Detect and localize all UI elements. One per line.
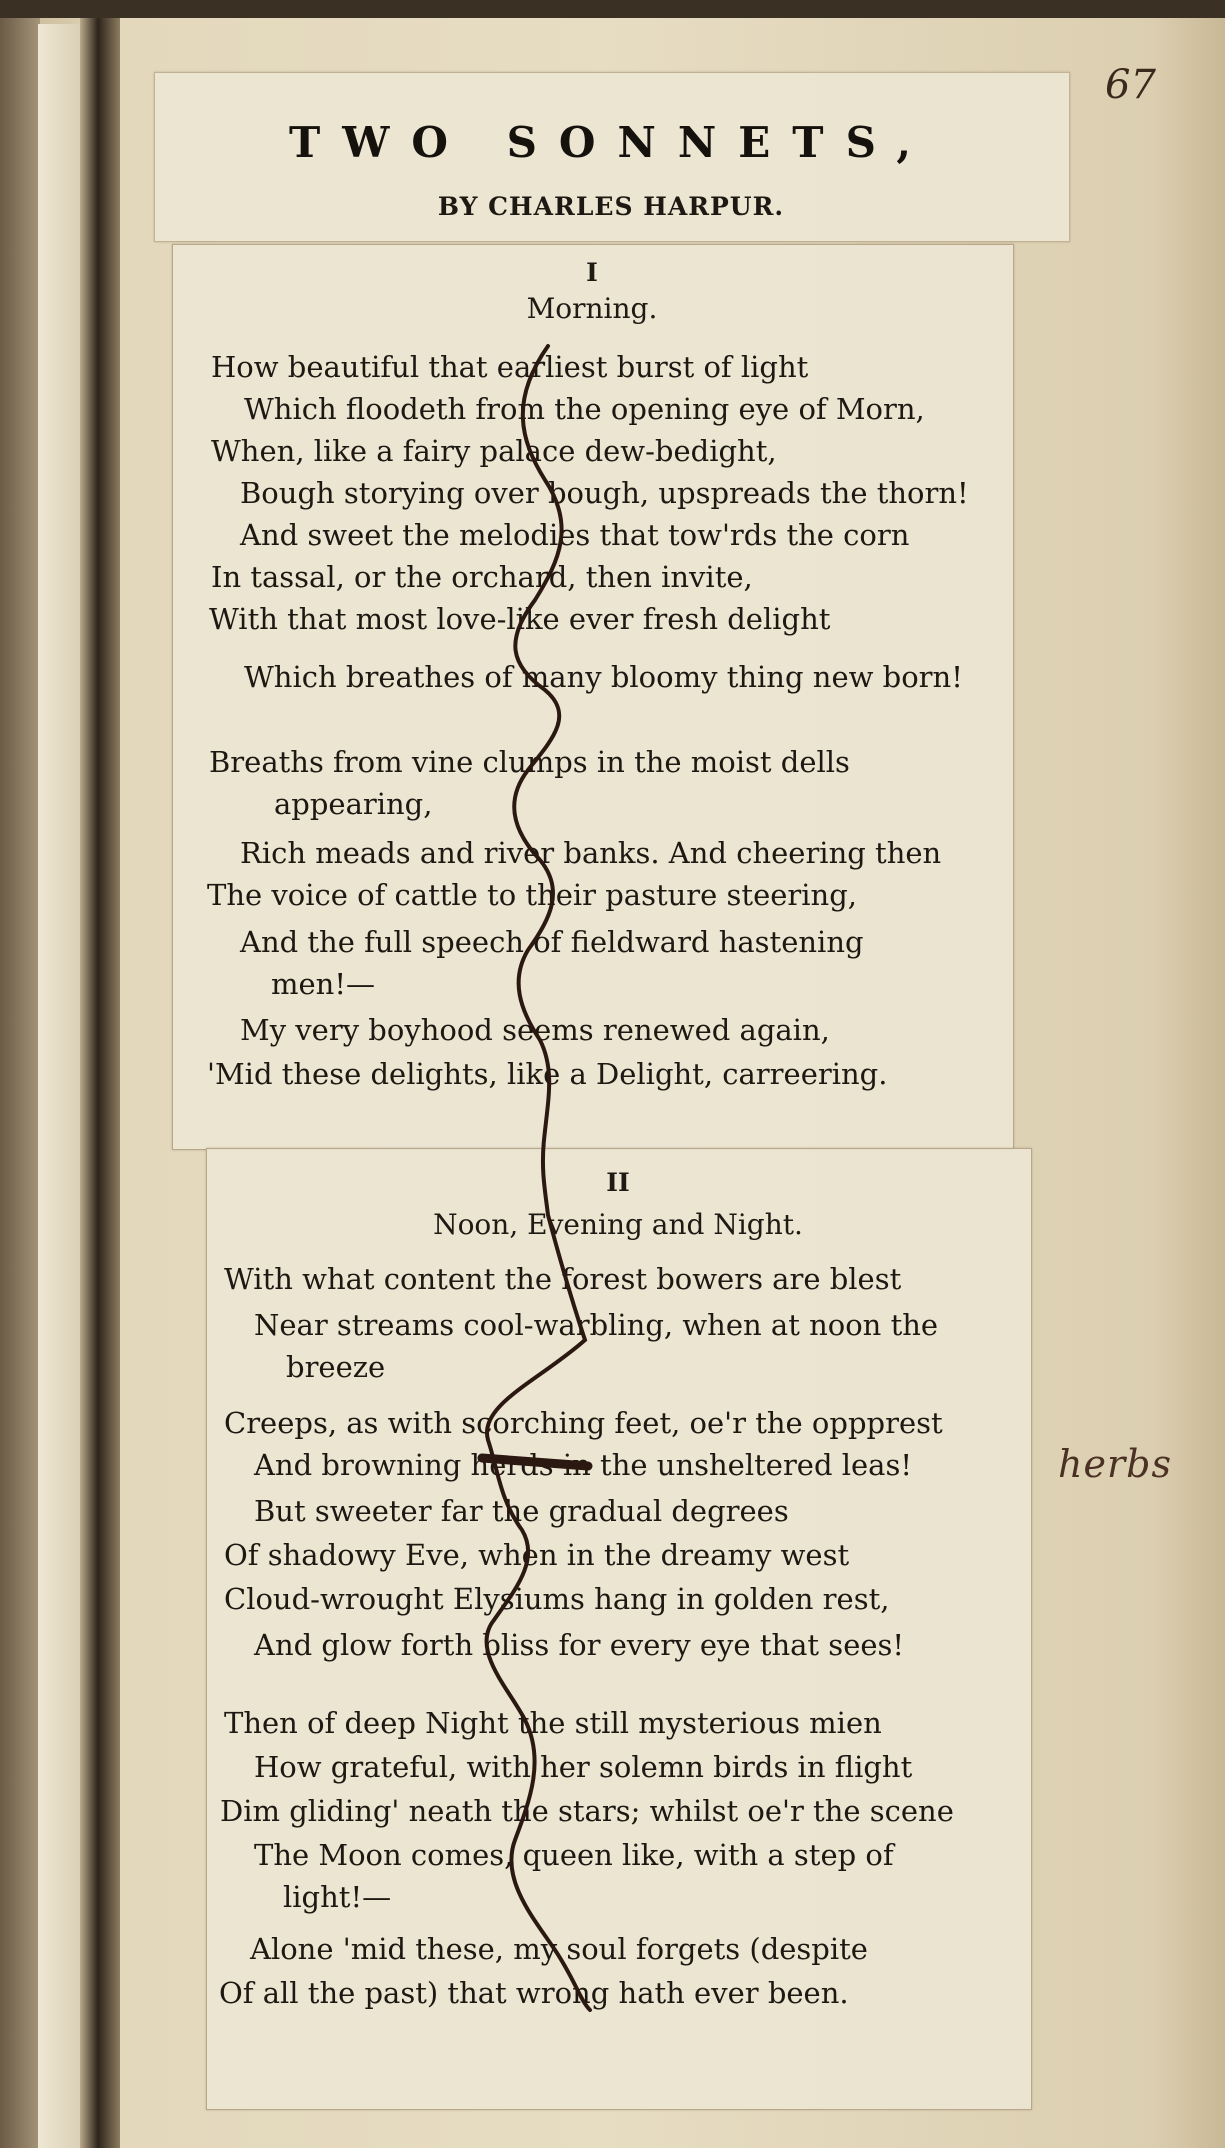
verse-line: 'Mid these delights, like a Delight, carreering.: [207, 1057, 888, 1091]
verse-line: My very boyhood seems renewed again,: [240, 1013, 830, 1047]
page-number: 67: [1105, 62, 1156, 108]
verse-line: Of all the past) that wrong hath ever been.: [219, 1976, 849, 2010]
verse-line: And browning herds in the unsheltered leas!: [254, 1448, 913, 1482]
verse-line: Breaths from vine clumps in the moist dells: [209, 745, 850, 779]
verse-line: Near streams cool-warbling, when at noon the: [254, 1308, 939, 1342]
verse-line: Which breathes of many bloomy thing new born!: [244, 660, 963, 694]
verse-line: breeze: [286, 1350, 386, 1384]
verse-line: Creeps, as with scorching feet, oe'r the oppprest: [224, 1406, 943, 1440]
verse-line: With that most love-like ever fresh delight: [209, 602, 831, 636]
verse-line: men!—: [271, 967, 375, 1001]
verse-line: But sweeter far the gradual degrees: [254, 1494, 789, 1528]
verse-line: Then of deep Night the still mysterious mien: [224, 1706, 882, 1740]
verse-line: Dim gliding' neath the stars; whilst oe'r the scene: [220, 1794, 954, 1828]
verse-line: In tassal, or the orchard, then invite,: [211, 560, 753, 594]
verse-line: The voice of cattle to their pasture steering,: [207, 878, 857, 912]
verse-line: Cloud-wrought Elysiums hang in golden rest,: [224, 1582, 890, 1616]
verse-line: With what content the forest bowers are blest: [224, 1262, 902, 1296]
verse-line: How grateful, with her solemn birds in flight: [254, 1750, 913, 1784]
verse-line: Alone 'mid these, my soul forgets (despite: [250, 1932, 868, 1966]
sonnet-2-title: Noon, Evening and Night.: [433, 1208, 803, 1241]
verse-line: How beautiful that earliest burst of light: [211, 350, 809, 384]
verse-line: And the full speech of fieldward hastening: [240, 925, 864, 959]
verse-line: And glow forth bliss for every eye that sees!: [254, 1628, 905, 1662]
handwritten-margin-note: herbs: [1058, 1442, 1172, 1486]
verse-line: And sweet the melodies that tow'rds the corn: [240, 518, 910, 552]
verse-line: appearing,: [274, 787, 433, 821]
sonnet-1-numeral: I: [586, 258, 598, 287]
sonnet-1-title: Morning.: [526, 292, 658, 325]
byline: BY CHARLES HARPUR.: [437, 192, 785, 221]
verse-line: When, like a fairy palace dew-bedight,: [211, 434, 777, 468]
verse-line: light!—: [283, 1880, 392, 1914]
verse-line: Bough storying over bough, upspreads the thorn!: [240, 476, 969, 510]
sonnet-2-numeral: II: [606, 1168, 630, 1197]
verse-line: Of shadowy Eve, when in the dreamy west: [224, 1538, 850, 1572]
page-title: TWO SONNETS,: [288, 118, 934, 167]
verse-line: Rich meads and river banks. And cheering then: [240, 836, 942, 870]
verse-line: Which floodeth from the opening eye of Morn,: [244, 392, 925, 426]
verse-line: The Moon comes, queen like, with a step of: [254, 1838, 894, 1872]
